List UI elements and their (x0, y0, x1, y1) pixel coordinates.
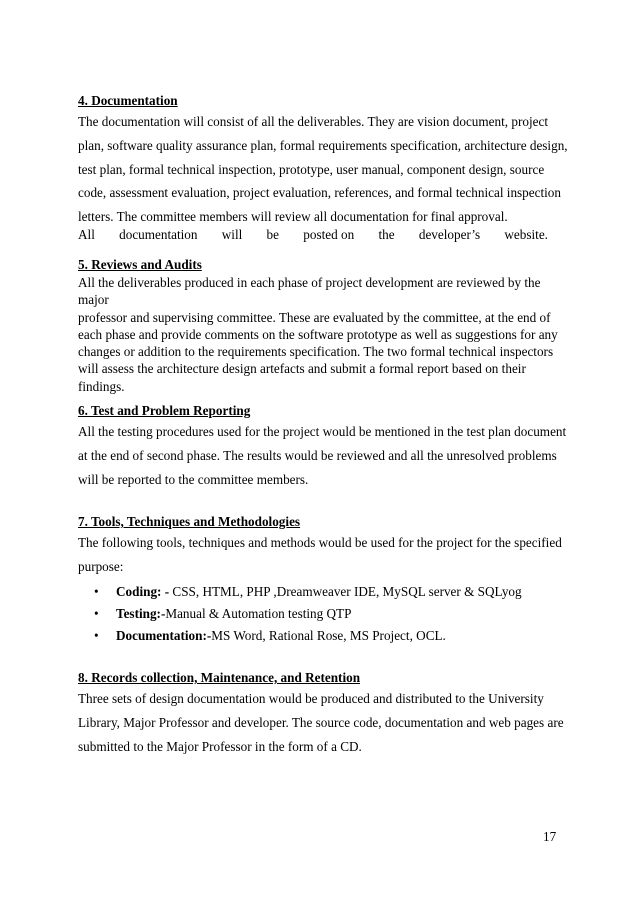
paragraph-line: will be reported to the committee members. (78, 471, 309, 487)
bullet-icon: • (94, 628, 99, 643)
word: the (378, 227, 395, 242)
paragraph-line: The documentation will consist of all the deliverables. They are vision document, project (78, 114, 548, 129)
paragraph-line: code, assessment evaluation, project evaluation, references, and formal technical inspection (78, 185, 561, 201)
paragraph-line: plan, software quality assurance plan, formal requirements specification, architecture design, (78, 137, 568, 153)
section-tools (78, 513, 568, 579)
paragraph-line: findings. (78, 378, 125, 394)
paragraph-line: Library, Major Professor and developer. The source code, documentation and web pages are (78, 714, 564, 730)
paragraph-line: changes or addition to the requirements specification. The two formal technical inspectors (78, 344, 554, 360)
section-heading-testing: 6. Test and Problem Reporting (78, 403, 251, 418)
section-documentation (78, 92, 568, 229)
bullet-label: Testing:- (116, 606, 166, 621)
paragraph-line: letters. The committee members will review all documentation for final approval. (78, 209, 508, 225)
bullet-label: Documentation:- (116, 628, 212, 643)
bullet-text: CSS, HTML, PHP ,Dreamweaver IDE, MySQL server & SQLyog (172, 584, 522, 599)
section-heading-documentation: 4. Documentation (78, 93, 178, 108)
justified-last-line (78, 227, 548, 243)
section-heading-records: 8. Records collection, Maintenance, and Retention (78, 670, 361, 685)
section-testing (78, 402, 568, 491)
paragraph-line: Three sets of design documentation would be produced and distributed to the University (78, 691, 544, 706)
word: website. (504, 227, 548, 242)
bullet-text: MS Word, Rational Rose, MS Project, OCL. (211, 628, 446, 643)
paragraph-line: All the testing procedures used for the project would be mentioned in the test plan document (78, 424, 567, 439)
paragraph-line: at the end of second phase. The results would be reviewed and all the unresolved problems (78, 447, 557, 463)
paragraph-line: purpose: (78, 558, 124, 574)
bullet-icon: • (94, 584, 99, 599)
section-heading-reviews: 5. Reviews and Audits (78, 257, 202, 272)
word: posted on (303, 227, 355, 242)
section-records (78, 669, 568, 758)
paragraph-line: professor and supervising committee. These are evaluated by the committee, at the end of (78, 309, 551, 325)
bullet-text: Manual & Automation testing QTP (165, 606, 352, 621)
paragraph-line: All the deliverables produced in each phase of project development are reviewed by the major (78, 275, 541, 308)
word: All (78, 227, 95, 242)
bullet-label: Coding: - (116, 584, 173, 599)
section-reviews (78, 256, 568, 395)
section-heading-tools: 7. Tools, Techniques and Methodologies (78, 514, 301, 529)
bullet-icon: • (94, 606, 99, 621)
word: will (221, 227, 243, 242)
word: documentation (119, 227, 198, 242)
paragraph-line: submitted to the Major Professor in the form of a CD. (78, 738, 362, 754)
paragraph-line: will assess the architecture design artefacts and submit a formal report based on their (78, 361, 526, 377)
page-number: 17 (543, 829, 557, 844)
word: developer’s (418, 227, 481, 242)
word: be (266, 227, 279, 242)
paragraph-line: The following tools, techniques and methods would be used for the project for the specified (78, 535, 562, 550)
paragraph-line: test plan, formal technical inspection, prototype, user manual, component design, source (78, 161, 545, 177)
paragraph-line: each phase and provide comments on the software prototype as well as suggestions for any (78, 326, 558, 342)
